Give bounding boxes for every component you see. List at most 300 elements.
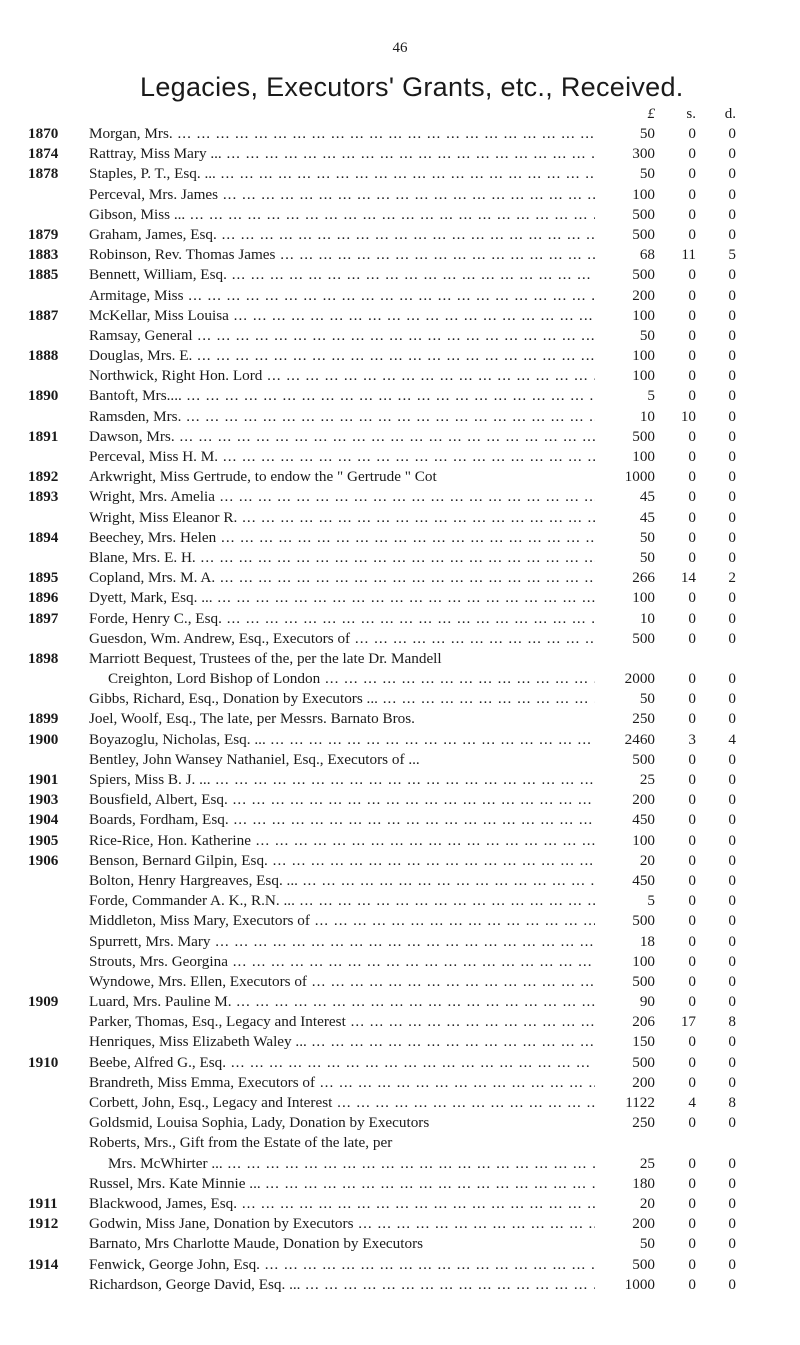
pence-cell: 0	[728, 690, 736, 708]
shillings-cell: 0	[688, 1194, 696, 1212]
shillings-cell: 0	[688, 468, 696, 486]
ledger-row	[0, 467, 800, 487]
shillings-cell: 0	[688, 165, 696, 183]
description-cell: Copland, Mrs. M. A. ... .	[89, 568, 629, 588]
description-cell: Rice-Rice, Hon. Katherine ... .	[89, 831, 629, 851]
ledger-row	[0, 1275, 800, 1295]
shillings-cell: 0	[688, 851, 696, 869]
description-cell: Strouts, Mrs. Georgina ... .	[89, 952, 629, 972]
ledger-row	[0, 1255, 800, 1275]
pence-cell: 5	[728, 246, 736, 264]
pounds-cell: 100	[595, 447, 655, 467]
description-cell: Blane, Mrs. E. H. ... .	[89, 548, 629, 568]
shillings-cell: 0	[688, 1154, 696, 1172]
pounds-cell: 25	[595, 770, 655, 790]
ledger-row	[0, 548, 800, 568]
pounds-cell: 100	[595, 185, 655, 205]
pounds-cell: 20	[595, 1194, 655, 1214]
shillings-cell: 0	[688, 690, 696, 708]
pounds-header: £	[647, 106, 655, 122]
pence-cell: 8	[728, 1094, 736, 1111]
shillings-cell: 0	[688, 609, 696, 627]
pence-cell: 0	[728, 427, 736, 445]
shillings-cell: 0	[688, 791, 696, 809]
year-cell: 1914	[28, 1255, 59, 1273]
shillings-cell: 0	[688, 1033, 696, 1051]
ledger-row	[0, 891, 800, 911]
pence-cell: 0	[728, 326, 736, 344]
ledger-row	[0, 1174, 800, 1194]
description-cell: Perceval, Miss H. M. ... .	[89, 447, 629, 467]
ledger-row	[0, 1093, 800, 1113]
year-cell: 1906	[28, 851, 59, 869]
page-number: 46	[392, 40, 408, 56]
pence-header: d.	[724, 106, 736, 122]
ledger-row	[0, 992, 800, 1012]
pence-cell: 0	[728, 1215, 736, 1233]
pence-cell: 0	[728, 912, 736, 930]
pounds-cell: 180	[595, 1174, 655, 1194]
pounds-cell: 20	[595, 851, 655, 871]
pence-cell: 0	[728, 548, 736, 566]
description-cell: Marriott Bequest, Trustees of the, per the late Dr. Mandell	[89, 649, 442, 667]
pence-cell: 0	[728, 347, 736, 365]
description-cell: Beebe, Alfred G., Esq. ... .	[89, 1053, 629, 1073]
pence-cell: 0	[728, 145, 736, 163]
shillings-cell: 10	[680, 407, 696, 425]
ledger-row	[0, 508, 800, 528]
pounds-cell: 500	[595, 629, 655, 649]
shillings-cell: 3	[688, 730, 696, 748]
page-title: Legacies, Executors' Grants, etc., Received.	[140, 72, 684, 102]
year-cell: 1894	[28, 528, 59, 546]
shillings-cell: 0	[688, 750, 696, 768]
pence-cell: 0	[728, 1053, 736, 1071]
ledger-row	[0, 124, 800, 144]
pence-cell: 0	[728, 589, 736, 607]
shillings-cell: 0	[688, 952, 696, 970]
ledger-row	[0, 972, 800, 992]
ledger-row	[0, 629, 800, 649]
pence-cell: 0	[728, 1033, 736, 1051]
description-cell: Spiers, Miss B. J. ... ... .	[89, 770, 629, 790]
description-cell: Douglas, Mrs. E. ... .	[89, 346, 629, 366]
description-cell: Arkwright, Miss Gertrude, to endow the " Gertrude " Cot	[89, 468, 437, 486]
shillings-cell: 0	[688, 225, 696, 243]
year-cell: 1898	[28, 649, 59, 667]
pounds-cell: 50	[595, 548, 655, 568]
pence-cell: 0	[728, 205, 736, 223]
pounds-cell: 10	[595, 609, 655, 629]
pence-cell: 0	[728, 468, 736, 486]
pounds-cell: 266	[595, 568, 655, 588]
description-cell: Wright, Mrs. Amelia ... .	[89, 487, 629, 507]
pence-cell: 0	[728, 1154, 736, 1172]
ledger-row	[0, 1194, 800, 1214]
ledger-row	[0, 770, 800, 790]
pence-cell: 0	[728, 710, 736, 728]
pounds-cell: 1122	[595, 1093, 655, 1113]
shillings-cell: 4	[688, 1094, 696, 1111]
shillings-cell: 0	[688, 1114, 696, 1132]
pence-cell: 0	[728, 225, 736, 243]
description-cell: Luard, Mrs. Pauline M. ... .	[89, 992, 629, 1012]
description-cell: Spurrett, Mrs. Mary ... .	[89, 932, 629, 952]
ledger-row	[0, 1154, 800, 1174]
pounds-cell: 250	[595, 709, 655, 729]
shillings-cell: 0	[688, 528, 696, 546]
description-cell: Parker, Thomas, Esq., Legacy and Interest ... .	[89, 1012, 629, 1032]
pence-cell: 0	[728, 286, 736, 304]
shillings-cell: 14	[680, 569, 696, 587]
description-cell: Bentley, John Wansey Nathaniel, Esq., Executors of ...	[89, 750, 420, 768]
description-cell: Guesdon, Wm. Andrew, Esq., Executors of ... .	[89, 629, 629, 649]
ledger-row	[0, 1214, 800, 1234]
year-cell: 1874	[28, 145, 59, 163]
pounds-cell: 90	[595, 992, 655, 1012]
shillings-cell: 0	[688, 1275, 696, 1293]
shillings-cell: 17	[680, 1013, 696, 1031]
shillings-cell: 0	[688, 589, 696, 607]
description-cell: Robinson, Rev. Thomas James ... .	[89, 245, 629, 265]
pounds-cell: 100	[595, 346, 655, 366]
pounds-cell: 50	[595, 1234, 655, 1254]
pounds-cell: 206	[595, 1012, 655, 1032]
ledger-row	[0, 669, 800, 689]
pence-cell: 0	[728, 1194, 736, 1212]
ledger-row	[0, 427, 800, 447]
year-cell: 1887	[28, 306, 59, 324]
ledger-row	[0, 810, 800, 830]
pounds-cell: 50	[595, 689, 655, 709]
pence-cell: 0	[728, 1255, 736, 1273]
shillings-cell: 0	[688, 387, 696, 405]
pence-cell: 0	[728, 528, 736, 546]
pence-cell: 0	[728, 266, 736, 284]
ledger-row	[0, 386, 800, 406]
pounds-cell: 25	[595, 1154, 655, 1174]
pounds-cell: 100	[595, 588, 655, 608]
ledger-row	[0, 851, 800, 871]
ledger-row	[0, 952, 800, 972]
description-cell: Creighton, Lord Bishop of London ... .	[108, 669, 648, 689]
description-cell: Goldsmid, Louisa Sophia, Lady, Donation by Executors	[89, 1114, 430, 1132]
ledger-row	[0, 911, 800, 931]
description-cell: Rattray, Miss Mary ... ... .	[89, 144, 629, 164]
pence-cell: 8	[728, 1013, 736, 1031]
pence-cell: 0	[728, 1174, 736, 1192]
year-cell: 1903	[28, 791, 59, 809]
description-cell: Henriques, Miss Elizabeth Waley ... ... .	[89, 1032, 629, 1052]
year-cell: 1897	[28, 609, 59, 627]
ledger-row	[0, 185, 800, 205]
ledger-row	[0, 932, 800, 952]
pence-cell: 0	[728, 1275, 736, 1293]
pence-cell: 0	[728, 750, 736, 768]
ledger-row	[0, 1234, 800, 1254]
description-cell: Bantoft, Mrs.... ... .	[89, 386, 629, 406]
ledger-row	[0, 649, 800, 669]
description-cell: Ramsay, General ... .	[89, 326, 629, 346]
description-cell: Gibbs, Richard, Esq., Donation by Executors ... ... .	[89, 689, 629, 709]
ledger-row	[0, 588, 800, 608]
ledger-row	[0, 609, 800, 629]
pounds-cell: 500	[595, 427, 655, 447]
description-cell: Dawson, Mrs. ... .	[89, 427, 629, 447]
pounds-cell: 5	[595, 386, 655, 406]
shillings-cell: 0	[688, 710, 696, 728]
pence-cell: 0	[728, 811, 736, 829]
pence-cell: 0	[728, 488, 736, 506]
shillings-cell: 0	[688, 629, 696, 647]
shillings-cell: 0	[688, 1215, 696, 1233]
pence-cell: 0	[728, 952, 736, 970]
pence-cell: 0	[728, 125, 736, 142]
shillings-cell: 0	[688, 1073, 696, 1091]
pounds-cell: 500	[595, 750, 655, 770]
pounds-cell: 100	[595, 831, 655, 851]
shillings-cell: 0	[688, 367, 696, 385]
pence-cell: 0	[728, 367, 736, 385]
shillings-cell: 0	[688, 1174, 696, 1192]
description-cell: Gibson, Miss ... ... .	[89, 205, 629, 225]
year-cell: 1912	[28, 1215, 59, 1233]
shillings-cell: 0	[688, 1053, 696, 1071]
ledger-row	[0, 1113, 800, 1133]
pounds-cell: 250	[595, 1113, 655, 1133]
shillings-cell: 0	[688, 831, 696, 849]
ledger-row	[0, 871, 800, 891]
pounds-cell: 200	[595, 1214, 655, 1234]
description-cell: Bousfield, Albert, Esq. ... .	[89, 790, 629, 810]
shillings-cell: 0	[688, 427, 696, 445]
description-cell: Morgan, Mrs. ... .	[89, 124, 629, 144]
shillings-cell: 0	[688, 912, 696, 930]
description-cell: Boards, Fordham, Esq. ... .	[89, 810, 629, 830]
ledger-row	[0, 568, 800, 588]
pounds-cell: 150	[595, 1032, 655, 1052]
ledger-row	[0, 407, 800, 427]
pence-cell: 0	[728, 932, 736, 950]
description-cell: Benson, Bernard Gilpin, Esq. ... .	[89, 851, 629, 871]
pounds-cell: 450	[595, 810, 655, 830]
shillings-cell: 0	[688, 286, 696, 304]
year-cell: 1909	[28, 993, 59, 1011]
pounds-cell: 50	[595, 124, 655, 144]
year-cell: 1911	[28, 1194, 58, 1212]
pounds-cell: 300	[595, 144, 655, 164]
pounds-cell: 500	[595, 225, 655, 245]
ledger-row	[0, 306, 800, 326]
pounds-cell: 500	[595, 972, 655, 992]
shillings-cell: 0	[688, 811, 696, 829]
shillings-cell: 0	[688, 548, 696, 566]
pounds-cell: 1000	[595, 467, 655, 487]
pounds-cell: 18	[595, 932, 655, 952]
pounds-cell: 50	[595, 326, 655, 346]
year-cell: 1899	[28, 710, 59, 728]
shillings-cell: 0	[688, 670, 696, 688]
description-cell: Corbett, John, Esq., Legacy and Interest ... .	[89, 1093, 629, 1113]
pence-cell: 0	[728, 1114, 736, 1132]
pounds-cell: 100	[595, 952, 655, 972]
pence-cell: 0	[728, 771, 736, 788]
legacies-ledger	[0, 124, 800, 1295]
shillings-cell: 0	[688, 488, 696, 506]
pence-cell: 0	[728, 306, 736, 324]
description-cell: Fenwick, George John, Esq. ... .	[89, 1255, 629, 1275]
pounds-cell: 200	[595, 286, 655, 306]
year-cell: 1890	[28, 387, 59, 405]
description-cell: Armitage, Miss ... .	[89, 286, 629, 306]
pounds-cell: 500	[595, 1053, 655, 1073]
ledger-row	[0, 831, 800, 851]
ledger-row	[0, 750, 800, 770]
pence-cell: 0	[728, 993, 736, 1011]
pence-cell: 0	[728, 407, 736, 425]
shillings-cell: 0	[688, 993, 696, 1011]
shillings-cell: 0	[688, 145, 696, 163]
ledger-row	[0, 265, 800, 285]
year-cell: 1892	[28, 468, 59, 486]
year-cell: 1901	[28, 771, 59, 788]
pounds-cell: 500	[595, 265, 655, 285]
shillings-cell: 0	[688, 125, 696, 142]
description-cell: Middleton, Miss Mary, Executors of ... .	[89, 911, 629, 931]
year-cell: 1888	[28, 347, 59, 365]
shillings-cell: 0	[688, 205, 696, 223]
pence-cell: 0	[728, 629, 736, 647]
year-cell: 1905	[28, 831, 59, 849]
pence-cell: 0	[728, 165, 736, 183]
shillings-cell: 0	[688, 508, 696, 526]
pounds-cell: 45	[595, 508, 655, 528]
shillings-cell: 0	[688, 1255, 696, 1273]
description-cell: McKellar, Miss Louisa ... .	[89, 306, 629, 326]
pence-cell: 4	[728, 730, 736, 748]
pence-cell: 0	[728, 448, 736, 465]
shillings-cell: 0	[688, 185, 696, 203]
pounds-cell: 68	[595, 245, 655, 265]
ledger-row	[0, 144, 800, 164]
pence-cell: 0	[728, 1073, 736, 1091]
pence-cell: 0	[728, 871, 736, 889]
shillings-cell: 0	[688, 1235, 696, 1253]
shillings-cell: 0	[688, 932, 696, 950]
year-cell: 1910	[28, 1053, 59, 1071]
ledger-row	[0, 790, 800, 810]
pounds-cell: 45	[595, 487, 655, 507]
column-headers	[0, 106, 800, 126]
description-cell: Ramsden, Mrs. ... .	[89, 407, 629, 427]
description-cell: Richardson, George David, Esq. ... ... .	[89, 1275, 629, 1295]
description-cell: Dyett, Mark, Esq. ... ... .	[89, 588, 629, 608]
pence-cell: 0	[728, 1235, 736, 1253]
description-cell: Mrs. McWhirter ... ... .	[108, 1154, 648, 1174]
description-cell: Bolton, Henry Hargreaves, Esq. ... ... .	[89, 871, 629, 891]
year-cell: 1904	[28, 811, 59, 829]
pence-cell: 0	[728, 851, 736, 869]
description-cell: Bennett, William, Esq. ... .	[89, 265, 629, 285]
ledger-row	[0, 689, 800, 709]
description-cell: Brandreth, Miss Emma, Executors of ... .	[89, 1073, 629, 1093]
pounds-cell: 50	[595, 164, 655, 184]
description-cell: Wyndowe, Mrs. Ellen, Executors of ... .	[89, 972, 629, 992]
shillings-cell: 0	[688, 771, 696, 788]
year-cell: 1893	[28, 488, 59, 506]
ledger-row	[0, 245, 800, 265]
ledger-row	[0, 225, 800, 245]
description-cell: Graham, James, Esq. ... .	[89, 225, 629, 245]
description-cell: Russel, Mrs. Kate Minnie ... ... .	[89, 1174, 629, 1194]
description-cell: Roberts, Mrs., Gift from the Estate of the late, per	[89, 1134, 393, 1152]
year-cell: 1885	[28, 266, 59, 284]
ledger-row	[0, 1133, 800, 1153]
shillings-cell: 0	[688, 347, 696, 365]
year-cell: 1883	[28, 246, 59, 264]
shillings-cell: 0	[688, 972, 696, 990]
ledger-row	[0, 346, 800, 366]
year-cell: 1878	[28, 165, 59, 183]
pence-cell: 0	[728, 185, 736, 203]
description-cell: Joel, Woolf, Esq., The late, per Messrs. Barnato Bros.	[89, 710, 415, 728]
pence-cell: 0	[728, 831, 736, 849]
pence-cell: 0	[728, 972, 736, 990]
pence-cell: 0	[728, 892, 736, 910]
ledger-row	[0, 1032, 800, 1052]
pounds-cell: 10	[595, 407, 655, 427]
pounds-cell: 2000	[595, 669, 655, 689]
ledger-row	[0, 730, 800, 750]
ledger-row	[0, 286, 800, 306]
ledger-row	[0, 164, 800, 184]
description-cell: Wright, Miss Eleanor R. ... .	[89, 508, 629, 528]
description-cell: Forde, Henry C., Esq. ... .	[89, 609, 629, 629]
pence-cell: 2	[728, 569, 736, 587]
ledger-row	[0, 487, 800, 507]
description-cell: Godwin, Miss Jane, Donation by Executors ... .	[89, 1214, 629, 1234]
ledger-row	[0, 1012, 800, 1032]
description-cell: Forde, Commander A. K., R.N. ... ... .	[89, 891, 629, 911]
pounds-cell: 100	[595, 366, 655, 386]
pounds-cell: 2460	[595, 730, 655, 750]
pounds-cell: 500	[595, 1255, 655, 1275]
pounds-cell: 450	[595, 871, 655, 891]
description-cell: Perceval, Mrs. James ... .	[89, 185, 629, 205]
year-cell: 1891	[28, 427, 59, 445]
description-cell: Northwick, Right Hon. Lord ... .	[89, 366, 629, 386]
pounds-cell: 1000	[595, 1275, 655, 1295]
shillings-cell: 0	[688, 306, 696, 324]
shillings-cell: 0	[688, 266, 696, 284]
pounds-cell: 200	[595, 1073, 655, 1093]
description-cell: Blackwood, James, Esq. ... .	[89, 1194, 629, 1214]
pence-cell: 0	[728, 609, 736, 627]
shillings-header: s.	[686, 106, 696, 122]
pence-cell: 0	[728, 508, 736, 526]
pounds-cell: 100	[595, 306, 655, 326]
ledger-row	[0, 326, 800, 346]
year-cell: 1870	[28, 125, 59, 142]
pounds-cell: 500	[595, 205, 655, 225]
pence-cell: 0	[728, 387, 736, 405]
ledger-row	[0, 709, 800, 729]
year-cell: 1896	[28, 589, 59, 607]
pounds-cell: 5	[595, 891, 655, 911]
shillings-cell: 0	[688, 892, 696, 910]
pence-cell: 0	[728, 791, 736, 809]
pounds-cell: 50	[595, 528, 655, 548]
